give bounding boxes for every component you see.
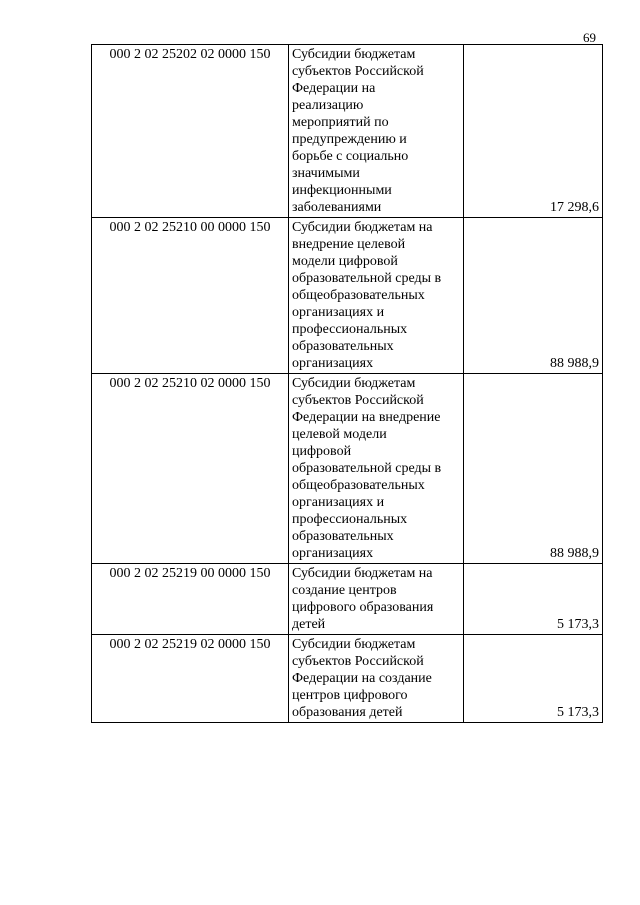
table-row	[92, 45, 603, 218]
revenue-name-line: образовательной среды в	[292, 461, 442, 476]
revenue-name-line: детей	[292, 617, 326, 632]
revenue-name-line: Субсидии бюджетам на	[292, 566, 433, 581]
revenue-name-line: организациях и	[292, 495, 385, 510]
revenue-name-line: создание центров	[292, 583, 397, 598]
revenue-name-line: значимыми	[292, 166, 360, 181]
revenue-name-line: борьбе с социально	[292, 149, 409, 164]
revenue-name-line: Федерации на внедрение	[292, 410, 441, 425]
revenue-name-line: организациях и	[292, 305, 385, 320]
revenue-name-line: общеобразовательных	[292, 288, 425, 303]
revenue-name-line: центров цифрового	[292, 688, 408, 703]
classification-code-cell: 000 2 02 25210 00 0000 150	[92, 218, 289, 374]
revenue-name-cell	[289, 374, 464, 564]
revenue-name-line: реализацию	[292, 98, 364, 113]
table-row	[92, 374, 603, 564]
revenue-name-line: субъектов Российской	[292, 393, 424, 408]
page-number: 69	[583, 30, 596, 45]
revenue-name-line: Субсидии бюджетам на	[292, 220, 433, 235]
revenue-name-line: цифрового образования	[292, 600, 434, 615]
amount-cell: 17 298,6	[464, 45, 603, 218]
revenue-name-cell	[289, 564, 464, 635]
revenue-name-line: Субсидии бюджетам	[292, 47, 416, 62]
revenue-name-line: общеобразовательных	[292, 478, 425, 493]
amount-cell: 5 173,3	[464, 564, 603, 635]
revenue-name-line: Федерации на создание	[292, 671, 432, 686]
revenue-name-line: внедрение целевой	[292, 237, 406, 252]
revenue-name-cell	[289, 218, 464, 374]
classification-code-cell: 000 2 02 25219 02 0000 150	[92, 635, 289, 723]
revenue-name-line: целевой модели	[292, 427, 387, 442]
revenue-name-line: предупреждению и	[292, 132, 407, 147]
revenue-name-line: профессиональных	[292, 512, 408, 527]
revenue-name-line: образовательных	[292, 339, 394, 354]
revenue-name-line: инфекционными	[292, 183, 392, 198]
revenue-name-line: заболеваниями	[292, 200, 382, 215]
amount-cell: 5 173,3	[464, 635, 603, 723]
revenue-name-line: Субсидии бюджетам	[292, 637, 416, 652]
classification-code-cell: 000 2 02 25210 02 0000 150	[92, 374, 289, 564]
revenue-name-line: цифровой	[292, 444, 352, 459]
revenue-name-line: образования детей	[292, 705, 403, 720]
table-row	[92, 218, 603, 374]
revenue-name-line: образовательной среды в	[292, 271, 442, 286]
revenue-name-line: организациях	[292, 356, 374, 371]
table-body	[92, 45, 603, 723]
revenue-name-line: профессиональных	[292, 322, 408, 337]
amount-cell: 88 988,9	[464, 374, 603, 564]
revenue-name-line: мероприятий по	[292, 115, 389, 130]
revenue-name-cell	[289, 635, 464, 723]
budget-revenue-table	[91, 44, 603, 723]
revenue-name-line: модели цифровой	[292, 254, 398, 269]
revenue-name-cell	[289, 45, 464, 218]
revenue-name-line: образовательных	[292, 529, 394, 544]
revenue-name-line: субъектов Российской	[292, 654, 424, 669]
classification-code-cell: 000 2 02 25202 02 0000 150	[92, 45, 289, 218]
revenue-name-line: Федерации на	[292, 81, 376, 96]
revenue-name-line: Субсидии бюджетам	[292, 376, 416, 391]
revenue-name-line: субъектов Российской	[292, 64, 424, 79]
revenue-name-line: организациях	[292, 546, 374, 561]
table-row	[92, 635, 603, 723]
classification-code-cell: 000 2 02 25219 00 0000 150	[92, 564, 289, 635]
table-row	[92, 564, 603, 635]
amount-cell: 88 988,9	[464, 218, 603, 374]
